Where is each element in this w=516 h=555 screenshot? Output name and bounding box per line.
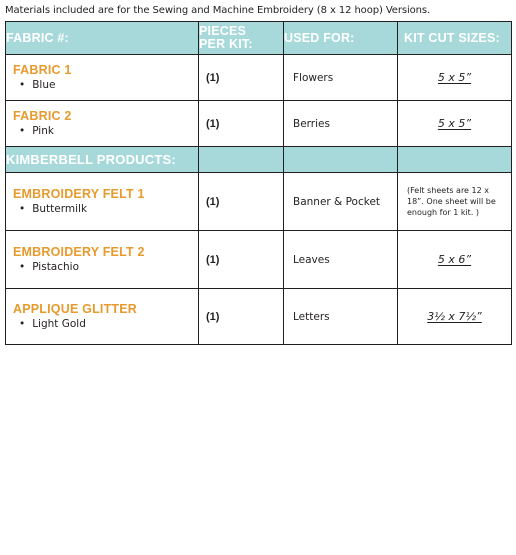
used-for-value: Letters bbox=[284, 289, 398, 345]
material-name: EMBROIDERY FELT 1 bbox=[13, 186, 145, 201]
felt-sheet-note: (Felt sheets are 12 x 18”. One sheet will be enough for 1 kit. ) bbox=[398, 173, 512, 231]
material-cell bbox=[6, 55, 199, 101]
pieces-value: (1) bbox=[199, 231, 284, 289]
header-pieces bbox=[199, 22, 284, 55]
cut-size-value: 5 x 5” bbox=[437, 117, 472, 130]
used-for-value: Berries bbox=[284, 101, 398, 147]
bullet-icon: • bbox=[19, 124, 26, 137]
material-name: FABRIC 2 bbox=[13, 108, 72, 123]
section-header-empty-cell bbox=[199, 147, 284, 173]
cut-size-cell bbox=[398, 289, 512, 345]
table-row bbox=[6, 289, 512, 345]
used-for-value: Leaves bbox=[284, 231, 398, 289]
material-color-label: Light Gold bbox=[32, 317, 86, 330]
material-color bbox=[13, 78, 198, 93]
material-cell bbox=[6, 231, 199, 289]
intro-text: Materials included are for the Sewing and Machine Embroidery (8 x 12 hoop) Versions. bbox=[5, 5, 431, 16]
header-used-for: USED FOR: bbox=[284, 22, 398, 55]
cut-size-value: 3½ x 7½” bbox=[427, 310, 482, 323]
bullet-icon: • bbox=[19, 260, 26, 273]
header-fabric: FABRIC #: bbox=[6, 22, 199, 55]
material-color-label: Buttermilk bbox=[32, 202, 88, 215]
material-cell bbox=[6, 173, 199, 231]
material-name: EMBROIDERY FELT 2 bbox=[13, 244, 145, 259]
header-kit-cut-sizes: KIT CUT SIZES: bbox=[398, 22, 512, 55]
table-row bbox=[6, 55, 512, 101]
material-color-label: Pistachio bbox=[32, 260, 80, 273]
cut-size-value: 5 x 6” bbox=[437, 253, 472, 266]
cut-size-cell bbox=[398, 231, 512, 289]
material-color bbox=[13, 124, 198, 139]
materials-table bbox=[5, 21, 512, 345]
table-header-row bbox=[6, 22, 512, 55]
pieces-value: (1) bbox=[199, 55, 284, 101]
cut-size-cell bbox=[398, 101, 512, 147]
material-color bbox=[13, 317, 198, 332]
cut-size-cell bbox=[398, 55, 512, 101]
material-color-label: Pink bbox=[32, 124, 54, 137]
section-header-row bbox=[6, 147, 512, 173]
bullet-icon: • bbox=[19, 202, 26, 215]
section-header-empty-cell bbox=[398, 147, 512, 173]
material-color bbox=[13, 260, 198, 275]
material-cell bbox=[6, 289, 199, 345]
material-name: APPLIQUE GLITTER bbox=[13, 301, 138, 316]
pieces-value: (1) bbox=[199, 101, 284, 147]
material-cell bbox=[6, 101, 199, 147]
header-pieces-line1: PIECES bbox=[199, 24, 247, 38]
material-color-label: Blue bbox=[32, 78, 56, 91]
material-name: FABRIC 1 bbox=[13, 62, 72, 77]
pieces-value: (1) bbox=[199, 289, 284, 345]
table-row bbox=[6, 231, 512, 289]
section-header-empty-cell bbox=[284, 147, 398, 173]
used-for-value: Flowers bbox=[284, 55, 398, 101]
header-pieces-line2: PER KIT: bbox=[199, 37, 253, 51]
pieces-value: (1) bbox=[199, 173, 284, 231]
bullet-icon: • bbox=[19, 78, 26, 91]
section-header-kimberbell-products: KIMBERBELL PRODUCTS: bbox=[6, 147, 199, 173]
used-for-value: Banner & Pocket bbox=[284, 173, 398, 231]
cut-size-value: 5 x 5” bbox=[437, 71, 472, 84]
table-row bbox=[6, 173, 512, 231]
material-color bbox=[13, 202, 198, 217]
table-row bbox=[6, 101, 512, 147]
bullet-icon: • bbox=[19, 317, 26, 330]
